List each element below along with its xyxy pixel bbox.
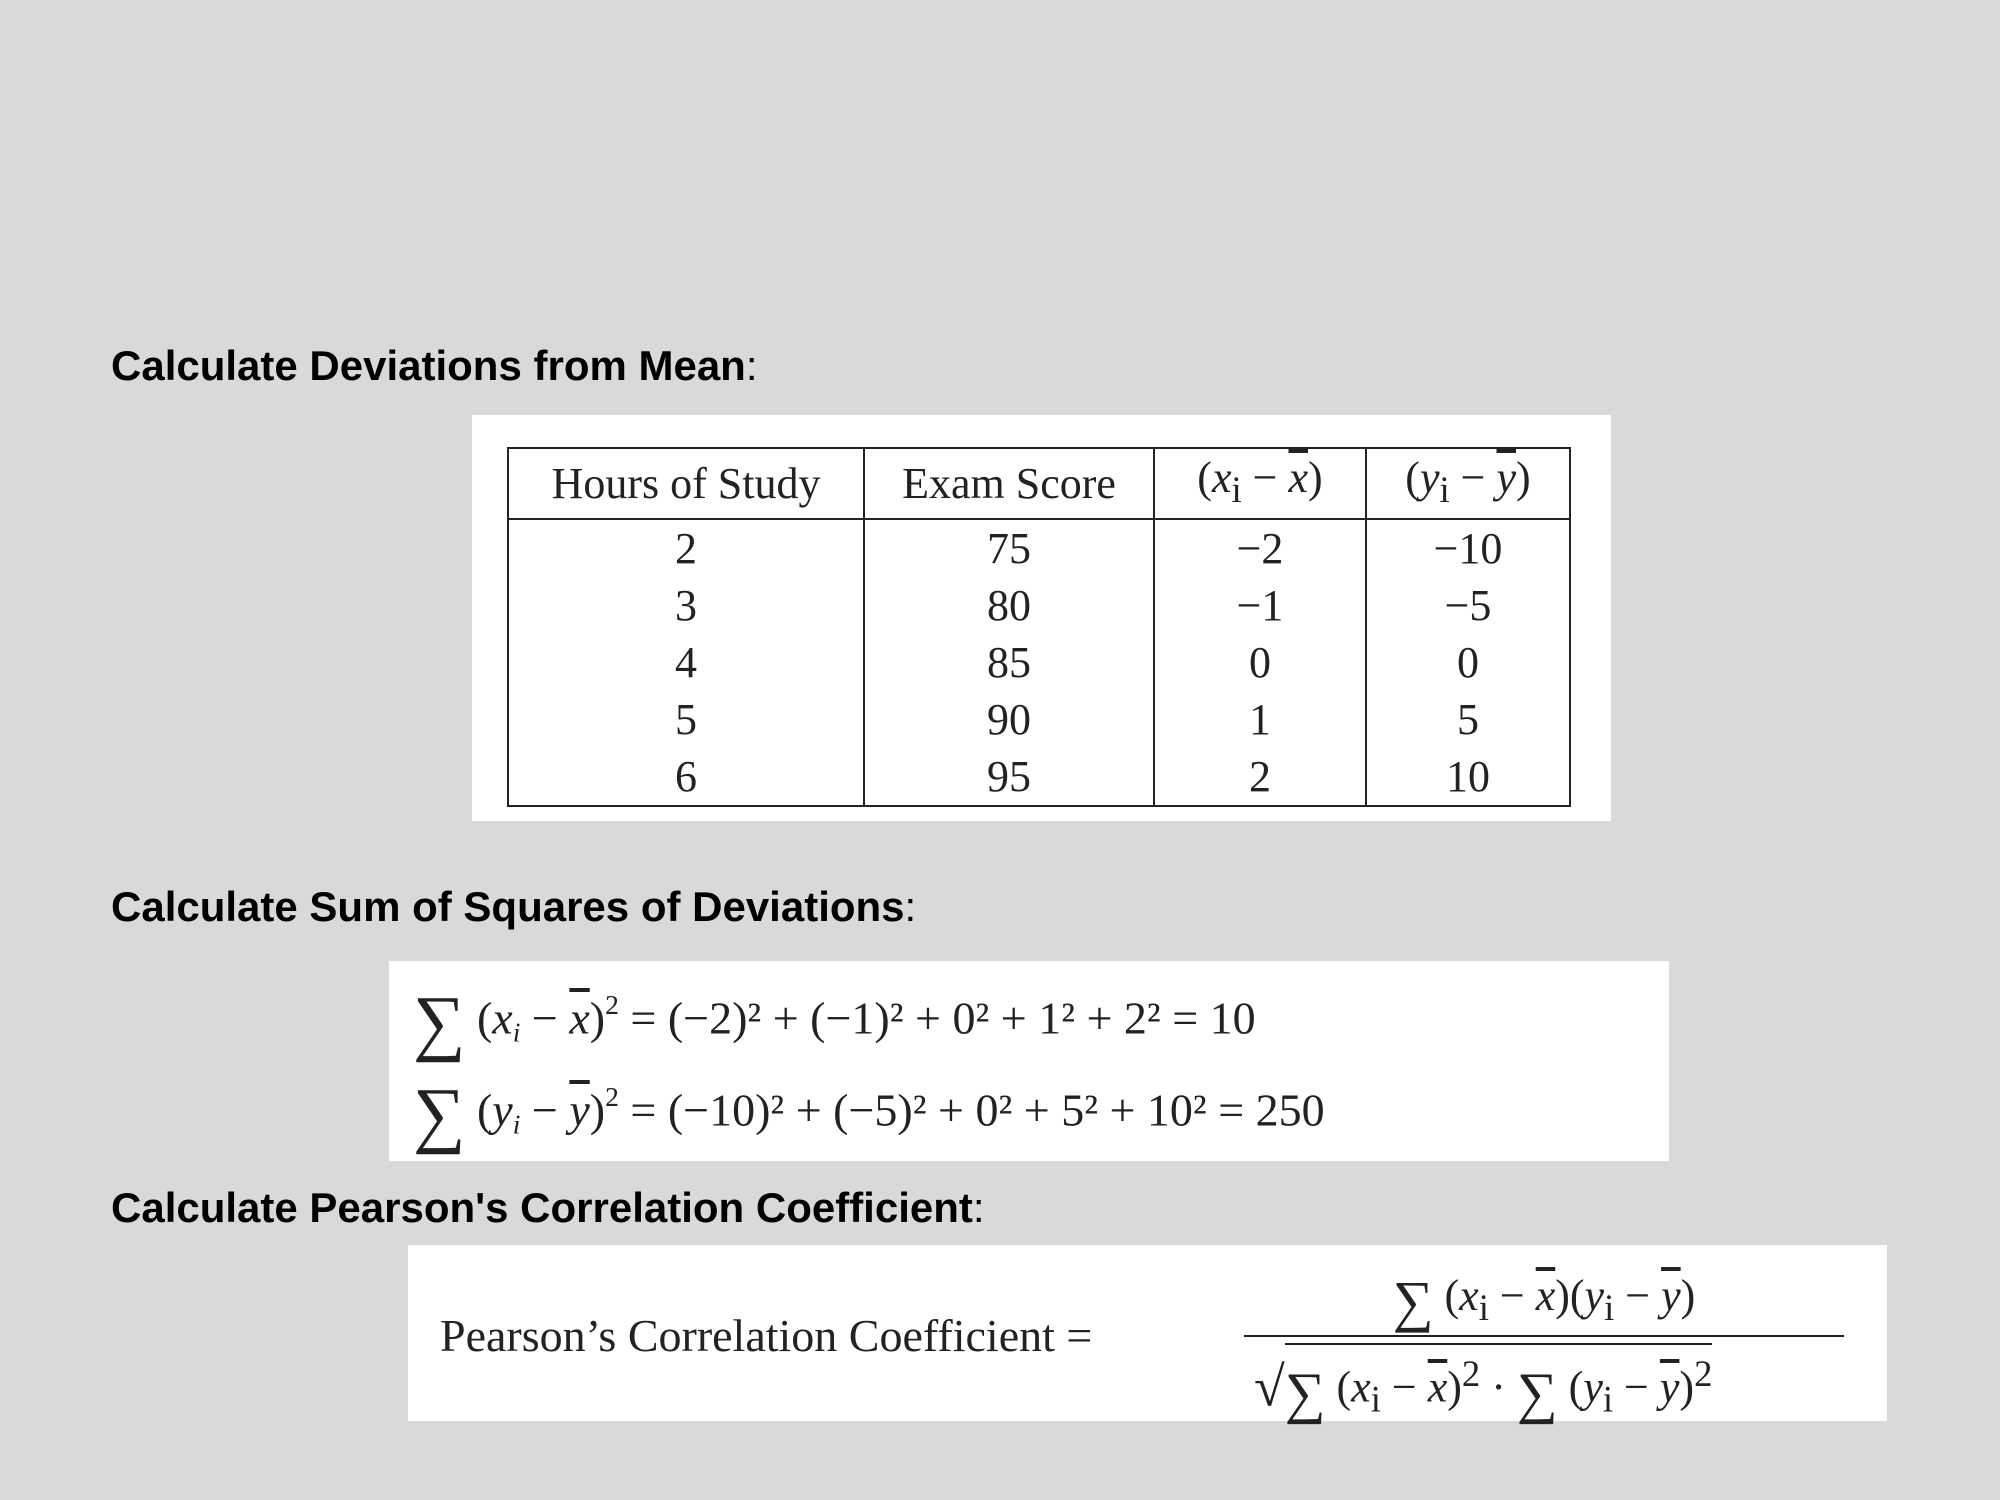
table-row [508, 691, 1570, 748]
cell-y-dev: 0 [1366, 634, 1570, 691]
cell-score: 95 [864, 748, 1154, 806]
cell-hours: 4 [508, 634, 864, 691]
sum-squares-y-result: = (−10)² + (−5)² + 0² + 5² + 10² = 250 [630, 1084, 1325, 1136]
cell-hours: 5 [508, 691, 864, 748]
table-row [508, 577, 1570, 634]
cell-y-dev: −5 [1366, 577, 1570, 634]
table-row [508, 748, 1570, 806]
col-header-x-deviation: $(x_i - \overline{x})$ [1154, 448, 1366, 519]
deviation-table [507, 447, 1571, 807]
cell-x-dev: −1 [1154, 577, 1366, 634]
sum-squares-panel [389, 961, 1669, 1161]
cell-x-dev: 0 [1154, 634, 1366, 691]
cell-hours: 6 [508, 748, 864, 806]
pearson-fraction [1244, 1265, 1844, 1425]
cell-y-dev: −10 [1366, 519, 1570, 577]
heading-sum-squares: Calculate Sum of Squares of Deviations: [111, 883, 917, 930]
col-header-score: Exam Score [864, 448, 1154, 519]
cell-score: 90 [864, 691, 1154, 748]
sqrt-icon: √ [1254, 1356, 1285, 1419]
pearson-numerator: ∑ $(x_i - \overline{x})(y_i - \overline{y})$ [1392, 1270, 1696, 1334]
table-row [508, 519, 1570, 577]
pearson-formula-panel [408, 1245, 1887, 1425]
col-header-hours: Hours of Study [508, 448, 864, 519]
cell-hours: 3 [508, 577, 864, 634]
cell-score: 75 [864, 519, 1154, 577]
heading-pearson: Calculate Pearson's Correlation Coefficient: [111, 1184, 985, 1231]
cell-hours: 2 [508, 519, 864, 577]
heading-deviations: Calculate Deviations from Mean: [111, 342, 758, 389]
col-header-y-deviation: $(y_i - \overline{y})$ [1366, 448, 1570, 519]
cell-score: 80 [864, 577, 1154, 634]
sum-squares-x-equation: ∑ $(x_i - \overline{x})^2 = (-2)^2 + (-1)^2 + 0^2 + 1^2 + 2^2 = 10$ [413, 980, 1256, 1063]
cell-y-dev: 10 [1366, 748, 1570, 806]
cell-x-dev: 1 [1154, 691, 1366, 748]
table-row [508, 634, 1570, 691]
sum-squares-x-result: = (−2)² + (−1)² + 0² + 1² + 2² = 10 [630, 992, 1256, 1044]
cell-x-dev: −2 [1154, 519, 1366, 577]
deviation-table-panel [472, 415, 1611, 821]
table-header-row [508, 448, 1570, 519]
cell-x-dev: 2 [1154, 748, 1366, 806]
pearson-formula-label: Pearson’s Correlation Coefficient = [440, 1310, 1093, 1361]
fraction-bar [1244, 1335, 1844, 1337]
cell-y-dev: 5 [1366, 691, 1570, 748]
pearson-denominator: √∑ $(x_i - \overline{x})^2$ · ∑ $(y_i - \overline{y})^2$ [1244, 1343, 1844, 1405]
sum-squares-y-equation: ∑ $(y_i - \overline{y})^2 = (-10)^2 + (-5)^2 + 0^2 + 5^2 + 10^2 = 250$ [413, 1072, 1325, 1155]
cell-score: 85 [864, 634, 1154, 691]
